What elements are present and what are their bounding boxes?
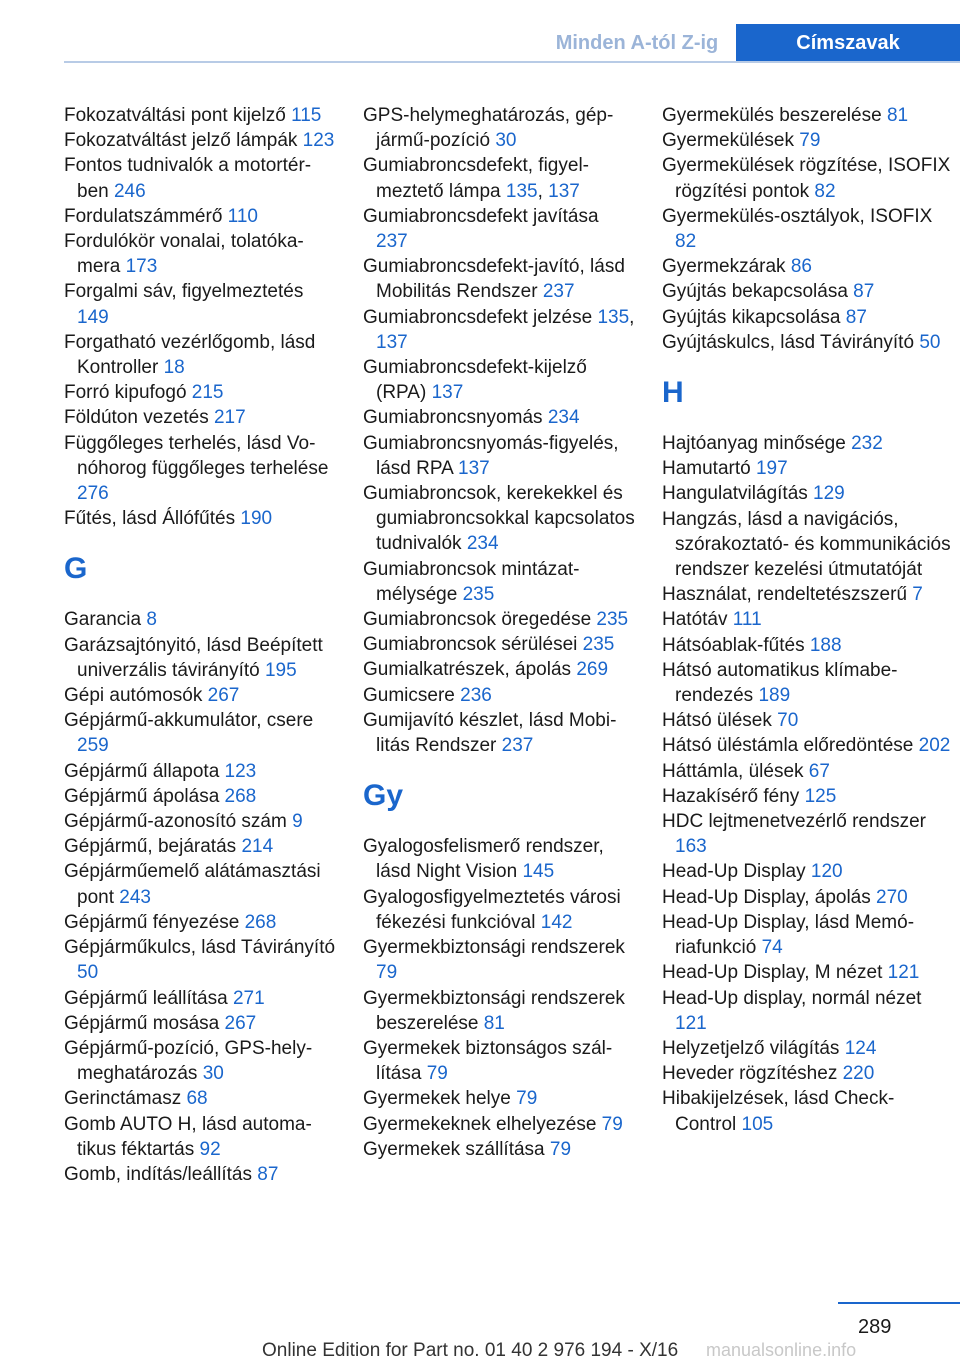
entry-text: Hátsó automatikus klímaberendezés	[662, 659, 898, 707]
entry-text: Gumiabroncsok, kerekekkel és gumiabroncsokkal kapcsolatos tudnivalók	[363, 483, 635, 555]
index-entry	[64, 1011, 336, 1036]
page-link[interactable]: 120	[810, 861, 843, 883]
page-number: 289	[858, 1316, 892, 1338]
entry-text: Gyermekülés beszerelése	[662, 105, 882, 126]
entry-text: Gumiabroncsdefekt javítása	[363, 205, 599, 227]
entry-text: Gyújtáskulcs, lásd Távirányító	[662, 331, 915, 353]
entry-text: Gerinctámasz	[64, 1088, 182, 1110]
footer-divider	[838, 1302, 960, 1304]
index-entry	[662, 582, 952, 607]
page-link[interactable]: 149	[77, 306, 109, 328]
watermark: manualsonline.info	[706, 1340, 857, 1360]
entry-text: Hazakísérő fény	[662, 785, 800, 807]
index-entry	[662, 330, 952, 355]
index-entry	[64, 910, 336, 935]
page-link[interactable]: 92	[199, 1138, 221, 1160]
entry-text: Gyalogosfigyelmeztetés városi fékezési funkcióval	[363, 886, 621, 933]
entry-text: Head-Up display, normál nézet	[662, 987, 922, 1009]
page-link[interactable]: 110	[227, 205, 258, 227]
index-entry	[363, 254, 635, 304]
page-link[interactable]: 235	[582, 634, 615, 656]
index-entry	[64, 279, 336, 329]
entry-text: Forgatható vezérlőgomb, lásd Kontroller	[64, 331, 316, 379]
entry-text: Gumicsere	[363, 684, 455, 706]
page-link[interactable]: 197	[755, 458, 788, 480]
page-link[interactable]: 215	[191, 382, 224, 404]
entry-text: Háttámla, ülések	[662, 760, 804, 782]
page-link[interactable]: 220	[842, 1063, 875, 1085]
entry-text: Gyermekülés-osztályok, ISOFIX	[662, 205, 933, 227]
page-link[interactable]: 269	[576, 659, 609, 681]
entry-text: Hamutartó	[662, 458, 751, 480]
entry-text: Gumiabroncsdefekt, figyelmeztető lámpa	[363, 155, 589, 202]
entry-text: Gomb, indítás/leállítás	[64, 1163, 252, 1185]
entry-text: Használat, rendeltetészszerű	[662, 584, 908, 606]
entry-text: Hátsó üléstámla előredöntése	[662, 735, 914, 757]
index-entry	[363, 1086, 635, 1111]
index-entry	[64, 405, 336, 430]
index-entry: Gumiabroncsdefekt, figyelmeztető lámpa 135, 137	[363, 155, 589, 202]
index-entry	[662, 1086, 952, 1136]
page-link[interactable]: 70	[777, 710, 799, 732]
index-entry	[662, 431, 952, 456]
index-entry	[64, 1086, 336, 1111]
entry-text: Gyermekzárak	[662, 256, 786, 278]
page-link[interactable]: 137	[458, 457, 490, 479]
entry-text: Gumiabroncsdefekt-kijelző (RPA)	[363, 357, 587, 404]
page-link[interactable]: 105	[741, 1113, 774, 1135]
page-link[interactable]: 195	[264, 659, 297, 681]
page-link[interactable]: 115	[291, 105, 322, 126]
page-link[interactable]: 121	[675, 1012, 707, 1034]
entry-text: Gépjármű, bejáratás	[64, 836, 237, 858]
entry-text: Gumiabroncsok sérülései	[363, 634, 578, 656]
entry-text: Gépjármű ápolása	[64, 785, 220, 807]
index-entry	[662, 507, 952, 583]
page-link[interactable]: 137	[548, 180, 580, 202]
index-entry	[662, 103, 952, 128]
page-link[interactable]: 18	[163, 357, 185, 379]
index-entry	[64, 506, 336, 531]
page-link[interactable]: 163	[675, 836, 707, 858]
entry-text: Fűtés, lásd Állófűtés	[64, 508, 236, 530]
page-link[interactable]: 79	[601, 1113, 623, 1135]
index-entry	[662, 784, 952, 809]
index-entry	[363, 885, 635, 935]
page-link[interactable]: 125	[804, 785, 837, 807]
entry-text: Gyújtás bekapcsolása	[662, 281, 848, 303]
entry-text: Gyermekbiztonsági rendszerek	[363, 937, 625, 959]
entry-text: Gépjárműemelő alátámasztási pont	[64, 861, 321, 908]
entry-text: Gumiabroncsnyomás	[363, 407, 543, 429]
page-link[interactable]: 82	[675, 231, 697, 253]
index-entry	[64, 834, 336, 859]
page-link[interactable]: 246	[113, 180, 146, 202]
index-entry	[662, 153, 952, 203]
entry-text: Gyermekülések	[662, 130, 794, 152]
entry-text: Gépjárműkulcs, lásd Távirányító	[64, 937, 336, 959]
entry-text: Hátsóablak-fűtés	[662, 634, 805, 656]
page-link[interactable]: 30	[495, 130, 517, 152]
index-entry	[64, 986, 336, 1011]
page-link[interactable]: 135	[505, 180, 538, 202]
index-entry	[363, 708, 635, 758]
page-link[interactable]: 87	[845, 306, 867, 328]
page-link[interactable]: 50	[77, 962, 99, 984]
page-link[interactable]: 232	[851, 433, 883, 455]
index-entry	[662, 456, 952, 481]
entry-text: Gumiabroncsnyomás-figyelés, lásd RPA	[363, 432, 619, 479]
section-tab[interactable]: Minden A-tól Z-ig	[555, 32, 719, 54]
page-link[interactable]: 74	[761, 937, 783, 959]
index-entry	[64, 204, 336, 229]
entry-text: Head-Up Display, lásd Memóriafunkció	[662, 911, 915, 959]
page-link[interactable]: 145	[522, 861, 555, 883]
index-entry	[662, 607, 952, 632]
page-link[interactable]: 79	[376, 962, 398, 984]
page-link[interactable]: 267	[207, 685, 240, 707]
page-link[interactable]: 123	[224, 760, 257, 782]
entry-text: Hatótáv	[662, 609, 728, 631]
page-link[interactable]: 217	[213, 407, 246, 429]
entry-text: Gumiabroncsdefekt jelzése	[363, 306, 593, 328]
entry-text: Fontos tudnivalók a motortérben	[64, 155, 312, 202]
index-entry	[662, 759, 952, 784]
index-entry	[363, 1112, 635, 1137]
entry-text: Gépjármű mosása	[64, 1012, 220, 1034]
entry-text: Hangzás, lásd a navigációs, szórakoztató- és kommunikációs rendszer kezelési útmutatóját	[662, 508, 951, 581]
page-link[interactable]: 30	[202, 1063, 224, 1085]
index-entry	[363, 607, 635, 632]
page-link[interactable]: 79	[799, 130, 821, 152]
index-entry	[64, 103, 336, 128]
index-letter-heading: H	[662, 376, 684, 410]
index-entry	[662, 960, 952, 985]
index-entry	[363, 632, 635, 657]
index-entry	[662, 809, 952, 859]
page-link[interactable]: 135	[597, 306, 630, 328]
index-entry	[363, 355, 635, 405]
page-link[interactable]: 237	[501, 735, 534, 757]
entry-text: Head-Up Display	[662, 861, 806, 883]
page-link[interactable]: 8	[146, 609, 157, 631]
entry-text: Gépjármű leállítása	[64, 987, 228, 1009]
index-entry	[64, 1036, 336, 1086]
page-link[interactable]: 236	[460, 684, 492, 706]
active-tab-keywords[interactable]: Címszavak	[736, 24, 960, 62]
page-link[interactable]: 267	[224, 1012, 257, 1034]
index-entry	[363, 935, 635, 985]
entry-text: Gépjármű-akkumulátor, csere	[64, 710, 314, 732]
page-link[interactable]: 82	[814, 180, 836, 202]
entry-text: Forgalmi sáv, figyelmeztetés	[64, 281, 304, 303]
entry-text: Függőleges terhelés, lásd Vonóhorog függőleges terhelése	[64, 432, 329, 479]
index-entry	[662, 859, 952, 884]
entry-text: Gyermekbiztonsági rendszerek beszerelése	[363, 987, 625, 1034]
page-link[interactable]: 237	[542, 281, 575, 303]
entry-text: Gumialkatrészek, ápolás	[363, 659, 572, 681]
entry-text: Gumiabroncsok mintázatmélysége	[363, 558, 580, 605]
page-link[interactable]: 259	[77, 735, 109, 757]
index-entry	[662, 305, 952, 330]
page-link[interactable]: 234	[547, 407, 580, 429]
entry-text: Fokozatváltási pont kijelző	[64, 105, 286, 126]
index-entry	[662, 1061, 952, 1086]
page-link[interactable]: 137	[431, 382, 464, 404]
entry-text: Gépjármű állapota	[64, 760, 220, 782]
entry-text: HDC lejtmenetvezérlő rendszer	[662, 811, 926, 833]
entry-text: Gyermekek biztonságos szállítása	[363, 1037, 613, 1085]
edition-note: Online Edition for Part no. 01 40 2 976 194 - X/16	[262, 1340, 679, 1361]
index-entry	[64, 784, 336, 809]
page-link[interactable]: 111	[732, 609, 762, 631]
page-link[interactable]: 173	[125, 256, 158, 278]
page-link[interactable]: 81	[483, 1012, 505, 1034]
entry-text: Fordulókör vonalai, tolatókamera	[64, 231, 304, 278]
index-entry	[662, 633, 952, 658]
index-entry	[662, 910, 952, 960]
page-link[interactable]: 237	[376, 231, 408, 253]
entry-text: Gumiabroncsdefekt-javító, lásd Mobilitás Rendszer	[363, 256, 625, 303]
index-entry	[662, 128, 952, 153]
entry-text: Heveder rögzítéshez	[662, 1063, 838, 1085]
page-link[interactable]: 67	[808, 760, 830, 782]
page-link[interactable]: 79	[426, 1063, 448, 1085]
index-entry	[363, 657, 635, 682]
index-entry	[64, 809, 336, 834]
page-link[interactable]: 142	[540, 911, 573, 933]
index-entry	[363, 986, 635, 1036]
page-link[interactable]: 87	[257, 1163, 279, 1185]
index-entry	[662, 279, 952, 304]
page-link[interactable]: 202	[918, 735, 951, 757]
index-entry	[64, 229, 336, 279]
index-entry: Gumiabroncsdefekt jelzése 135, 137	[363, 306, 635, 353]
index-entry	[64, 935, 336, 985]
index-entry	[64, 859, 336, 909]
index-entry	[363, 405, 635, 430]
entry-text: Head-Up Display, ápolás	[662, 886, 871, 908]
entry-text: Gépjármű-azonosító szám	[64, 811, 287, 833]
page-link[interactable]: 270	[876, 886, 908, 908]
index-entry	[64, 759, 336, 784]
index-entry	[662, 986, 952, 1036]
page-link[interactable]: 121	[887, 962, 920, 984]
index-entry	[64, 153, 336, 203]
entry-text: Gépi autómosók	[64, 685, 203, 707]
page-link[interactable]: 81	[886, 105, 909, 126]
page-link[interactable]: 137	[376, 331, 408, 353]
page-link[interactable]: 124	[844, 1037, 877, 1059]
index-entry	[64, 380, 336, 405]
index-column-1	[64, 103, 336, 1187]
page-link[interactable]: 7	[912, 584, 923, 606]
page-link[interactable]: 268	[224, 785, 257, 807]
index-entry	[363, 204, 635, 254]
index-entry	[363, 683, 635, 708]
entry-text: Hátsó ülések	[662, 710, 772, 732]
entry-text: Gyermekülések rögzítése, ISOFIX rögzítési pontok	[662, 155, 951, 202]
entry-text: Head-Up Display, M nézet	[662, 962, 883, 984]
page-link[interactable]: 243	[119, 886, 151, 908]
entry-text: Gyermekeknek elhelyezése	[363, 1113, 597, 1135]
index-entry	[363, 1036, 635, 1086]
index-letter-heading: G	[64, 552, 88, 586]
entry-text: Gumijavító készlet, lásd Mobilitás Rendszer	[363, 709, 617, 757]
index-entry	[662, 481, 952, 506]
index-entry	[64, 633, 336, 683]
index-entry	[363, 431, 635, 481]
index-entry	[64, 1112, 336, 1162]
index-entry	[662, 733, 952, 758]
entry-text: Hangulatvilágítás	[662, 483, 808, 505]
index-column-2	[363, 103, 635, 1162]
entry-text: Gyermekek helye	[363, 1088, 511, 1110]
page-link[interactable]: 190	[240, 508, 273, 530]
index-entry	[64, 431, 336, 507]
entry-text: Forró kipufogó	[64, 382, 187, 404]
header-divider	[64, 61, 960, 63]
page-link[interactable]: 235	[462, 583, 495, 605]
entry-text: Helyzetjelző világítás	[662, 1037, 840, 1059]
entry-text: Fokozatváltást jelző lámpák	[64, 130, 298, 152]
entry-text: Gyújtás kikapcsolása	[662, 306, 841, 328]
entry-text: Gyermekek szállítása	[363, 1138, 545, 1160]
page-link[interactable]: 68	[186, 1088, 208, 1110]
entry-text: Fordulatszámmérő	[64, 205, 223, 227]
entry-text: Földúton vezetés	[64, 407, 209, 429]
page-link[interactable]: 234	[466, 533, 499, 555]
page-link[interactable]: 129	[813, 483, 845, 505]
index-entry	[662, 708, 952, 733]
entry-text: Garancia	[64, 609, 142, 631]
index-entry	[363, 103, 635, 153]
index-entry	[662, 1036, 952, 1061]
index-column-3	[662, 103, 952, 1137]
index-entry	[363, 1137, 635, 1162]
entry-text: Gépjármű fényezése	[64, 911, 240, 933]
page-link[interactable]: 86	[790, 256, 812, 278]
entry-text: Hibakijelzések, lásd Check-Control	[662, 1088, 895, 1135]
index-entry	[64, 330, 336, 380]
entry-text: Gépjármű-pozíció, GPS-helymeghatározás	[64, 1037, 313, 1085]
page-link[interactable]: 189	[758, 685, 791, 707]
page-link[interactable]: 50	[919, 331, 941, 353]
page-link[interactable]: 235	[596, 609, 629, 631]
page-link[interactable]: 268	[244, 911, 277, 933]
page-header	[0, 0, 960, 62]
index-entry	[662, 658, 952, 708]
page-link[interactable]: 271	[232, 987, 265, 1009]
page-link[interactable]: 79	[549, 1138, 572, 1160]
index-entry	[662, 254, 952, 279]
entry-text: Garázsajtónyitó, lásd Beépített univerzális távirányító	[64, 634, 323, 681]
entry-text: Gomb AUTO H, lásd automatikus féktartás	[64, 1113, 312, 1160]
index-entry	[64, 683, 336, 708]
page-link[interactable]: 123	[302, 130, 335, 152]
index-entry	[64, 708, 336, 758]
page-link[interactable]: 188	[809, 634, 842, 656]
page-link[interactable]: 79	[516, 1088, 538, 1110]
index-entry	[662, 204, 952, 254]
entry-text: Gumiabroncsok öregedése	[363, 609, 592, 631]
page-link[interactable]: 214	[241, 836, 274, 858]
entry-text: Gyalogosfelismerő rendszer, lásd Night Vision	[363, 836, 604, 883]
entry-text: Hajtóanyag minősége	[662, 433, 846, 455]
index-entry	[662, 885, 952, 910]
page-link[interactable]: 9	[292, 811, 303, 833]
index-entry	[64, 607, 336, 632]
index-entry	[64, 128, 336, 153]
entry-text: GPS-helymeghatározás, gépjármű-pozíció	[363, 105, 614, 152]
page-link[interactable]: 87	[853, 281, 875, 303]
index-entry	[64, 1162, 336, 1187]
index-entry	[363, 557, 635, 607]
index-entry	[363, 481, 635, 557]
index-entry	[363, 834, 635, 884]
index-letter-heading: Gy	[363, 779, 404, 813]
page-link[interactable]: 276	[77, 483, 109, 505]
